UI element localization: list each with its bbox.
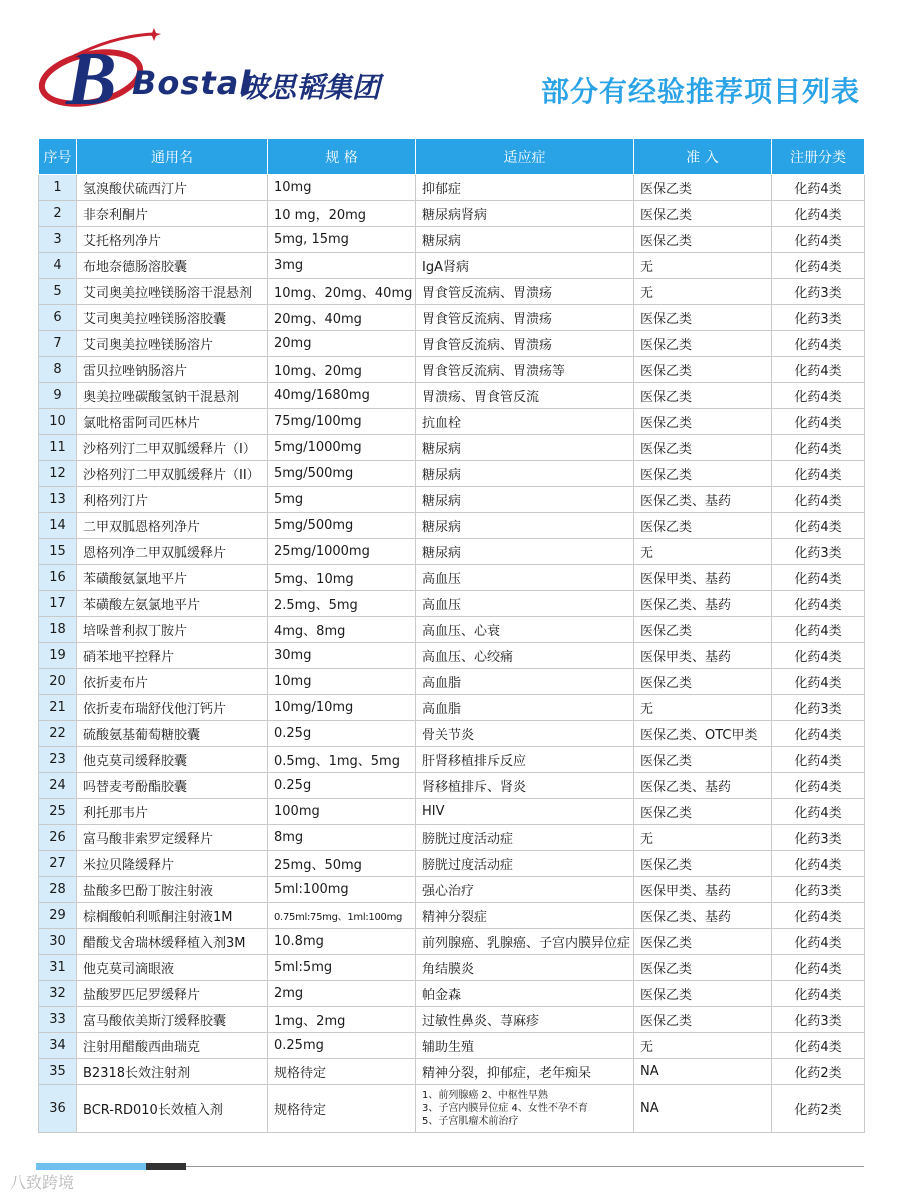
cell-indication: 糖尿病 [416, 435, 634, 461]
cell-index: 9 [39, 383, 77, 409]
cell-index: 21 [39, 695, 77, 721]
cell-indication: 抑郁症 [416, 175, 634, 201]
table-row [39, 435, 865, 461]
cell-spec: 4mg、8mg [268, 617, 416, 643]
cell-generic-name: B2318长效注射剂 [77, 1059, 268, 1085]
table-row [39, 591, 865, 617]
cell-index: 34 [39, 1033, 77, 1059]
cell-generic-name: 米拉贝隆缓释片 [77, 851, 268, 877]
table-row [39, 357, 865, 383]
cell-index: 3 [39, 227, 77, 253]
table-header-row [39, 139, 865, 175]
table-row [39, 279, 865, 305]
cell-generic-name: 富马酸依美斯汀缓释胶囊 [77, 1007, 268, 1033]
cell-index: 15 [39, 539, 77, 565]
cell-index: 35 [39, 1059, 77, 1085]
table-row [39, 877, 865, 903]
cell-generic-name: 艾司奥美拉唑镁肠溶片 [77, 331, 268, 357]
table-row [39, 175, 865, 201]
cell-registration: 化药2类 [772, 1085, 865, 1133]
cell-access: 医保乙类、基药 [634, 773, 772, 799]
cell-registration: 化药4类 [772, 799, 865, 825]
cell-indication: 肾移植排斥、肾炎 [416, 773, 634, 799]
cell-spec: 5mg、10mg [268, 565, 416, 591]
cell-access: 无 [634, 825, 772, 851]
cell-indication: 胃食管反流病、胃溃疡 [416, 305, 634, 331]
cell-indication: 高血脂 [416, 695, 634, 721]
cell-access: 医保乙类 [634, 513, 772, 539]
cell-access: 医保乙类 [634, 331, 772, 357]
cell-access: 医保乙类 [634, 435, 772, 461]
cell-access: 医保乙类 [634, 955, 772, 981]
cell-index: 26 [39, 825, 77, 851]
cell-access: 医保甲类、基药 [634, 565, 772, 591]
cell-indication: 膀胱过度活动症 [416, 851, 634, 877]
cell-indication: 精神分裂症 [416, 903, 634, 929]
cell-indication: 糖尿病 [416, 487, 634, 513]
cell-generic-name: 盐酸罗匹尼罗缓释片 [77, 981, 268, 1007]
cell-registration: 化药4类 [772, 929, 865, 955]
cell-registration: 化药4类 [772, 331, 865, 357]
cell-index: 33 [39, 1007, 77, 1033]
cell-index: 18 [39, 617, 77, 643]
cell-access: 医保乙类 [634, 617, 772, 643]
cell-registration: 化药4类 [772, 721, 865, 747]
cell-indication: 抗血栓 [416, 409, 634, 435]
cell-generic-name: 他克莫司滴眼液 [77, 955, 268, 981]
cell-indication: 高血压 [416, 565, 634, 591]
cell-access: 医保乙类、基药 [634, 487, 772, 513]
cell-generic-name: 盐酸多巴酚丁胺注射液 [77, 877, 268, 903]
cell-generic-name: 棕榈酸帕利哌酮注射液1M [77, 903, 268, 929]
cell-spec: 5ml:100mg [268, 877, 416, 903]
cell-index: 32 [39, 981, 77, 1007]
table-row [39, 461, 865, 487]
cell-spec: 2mg [268, 981, 416, 1007]
cell-generic-name: 硫酸氨基葡萄糖胶囊 [77, 721, 268, 747]
cell-registration: 化药4类 [772, 175, 865, 201]
table-row [39, 695, 865, 721]
table-row [39, 331, 865, 357]
cell-access: 无 [634, 695, 772, 721]
cell-access: 医保乙类、OTC甲类 [634, 721, 772, 747]
cell-registration: 化药4类 [772, 565, 865, 591]
cell-indication: 强心治疗 [416, 877, 634, 903]
cell-registration: 化药4类 [772, 851, 865, 877]
cell-index: 2 [39, 201, 77, 227]
col-header-registration: 注册分类 [772, 139, 865, 175]
col-header-spec: 规 格 [268, 139, 416, 175]
table-row [39, 201, 865, 227]
cell-access: 医保乙类 [634, 799, 772, 825]
cell-access: 医保乙类 [634, 409, 772, 435]
table-row [39, 981, 865, 1007]
cell-spec: 0.75ml:75mg、1ml:100mg [268, 903, 416, 929]
cell-registration: 化药4类 [772, 201, 865, 227]
cell-indication: 胃溃疡、胃食管反流 [416, 383, 634, 409]
col-header-indication: 适应症 [416, 139, 634, 175]
table-row [39, 617, 865, 643]
cell-spec: 25mg、50mg [268, 851, 416, 877]
cell-spec: 5mg, 15mg [268, 227, 416, 253]
cell-registration: 化药4类 [772, 617, 865, 643]
table-row [39, 409, 865, 435]
cell-spec: 3mg [268, 253, 416, 279]
cell-spec: 20mg、40mg [268, 305, 416, 331]
cell-registration: 化药3类 [772, 1007, 865, 1033]
col-header-index: 序号 [39, 139, 77, 175]
cell-generic-name: BCR-RD010长效植入剂 [77, 1085, 268, 1133]
cell-registration: 化药4类 [772, 747, 865, 773]
cell-generic-name: 苯磺酸氨氯地平片 [77, 565, 268, 591]
cell-indication: HIV [416, 799, 634, 825]
cell-spec: 40mg/1680mg [268, 383, 416, 409]
cell-indication: 过敏性鼻炎、荨麻疹 [416, 1007, 634, 1033]
cell-generic-name: 雷贝拉唑钠肠溶片 [77, 357, 268, 383]
cell-spec: 5mg/1000mg [268, 435, 416, 461]
cell-indication: 膀胱过度活动症 [416, 825, 634, 851]
cell-access: 医保乙类、基药 [634, 903, 772, 929]
cell-generic-name: 培哚普利叔丁胺片 [77, 617, 268, 643]
cell-access: 无 [634, 253, 772, 279]
cell-registration: 化药2类 [772, 1059, 865, 1085]
table-row [39, 1085, 865, 1133]
cell-registration: 化药4类 [772, 513, 865, 539]
cell-registration: 化药3类 [772, 877, 865, 903]
cell-index: 36 [39, 1085, 77, 1133]
cell-generic-name: 氯吡格雷阿司匹林片 [77, 409, 268, 435]
cell-spec: 10mg、20mg [268, 357, 416, 383]
cell-access: 医保乙类 [634, 305, 772, 331]
cell-indication [416, 1085, 634, 1133]
cell-registration: 化药4类 [772, 383, 865, 409]
cell-registration: 化药4类 [772, 1033, 865, 1059]
cell-generic-name: 苯磺酸左氨氯地平片 [77, 591, 268, 617]
table-row [39, 305, 865, 331]
cell-access: 医保乙类 [634, 175, 772, 201]
brand-name-cn: 玻思韬集团 [240, 71, 381, 104]
cell-registration: 化药3类 [772, 279, 865, 305]
cell-index: 25 [39, 799, 77, 825]
cell-spec: 30mg [268, 643, 416, 669]
cell-spec: 10 mg，20mg [268, 201, 416, 227]
cell-generic-name: 艾托格列净片 [77, 227, 268, 253]
cell-index: 19 [39, 643, 77, 669]
cell-spec: 75mg/100mg [268, 409, 416, 435]
cell-registration: 化药4类 [772, 955, 865, 981]
cell-spec: 2.5mg、5mg [268, 591, 416, 617]
cell-indication: 糖尿病肾病 [416, 201, 634, 227]
cell-indication: 帕金森 [416, 981, 634, 1007]
table-row [39, 669, 865, 695]
col-header-access: 准 入 [634, 139, 772, 175]
footer-bar-accent [36, 1163, 146, 1170]
cell-index: 5 [39, 279, 77, 305]
cell-index: 16 [39, 565, 77, 591]
cell-registration: 化药4类 [772, 591, 865, 617]
table-row [39, 825, 865, 851]
cell-indication: IgA肾病 [416, 253, 634, 279]
cell-generic-name: 布地奈德肠溶胶囊 [77, 253, 268, 279]
cell-access: 医保乙类 [634, 1007, 772, 1033]
table-row [39, 799, 865, 825]
table-row [39, 253, 865, 279]
cell-registration: 化药3类 [772, 825, 865, 851]
cell-spec: 5mg/500mg [268, 513, 416, 539]
cell-generic-name: 沙格列汀二甲双胍缓释片（I） [77, 435, 268, 461]
cell-index: 14 [39, 513, 77, 539]
cell-access: 医保乙类 [634, 851, 772, 877]
cell-index: 11 [39, 435, 77, 461]
cell-indication: 高血压、心绞痛 [416, 643, 634, 669]
cell-index: 6 [39, 305, 77, 331]
cell-access: 医保甲类、基药 [634, 643, 772, 669]
page-header [0, 0, 900, 130]
table-row [39, 747, 865, 773]
cell-indication: 角结膜炎 [416, 955, 634, 981]
table-row [39, 929, 865, 955]
cell-generic-name: 注射用醋酸西曲瑞克 [77, 1033, 268, 1059]
cell-access: 医保乙类 [634, 357, 772, 383]
recommended-projects-table [38, 138, 865, 1133]
indication-line: 1、前列腺癌 2、中枢性早熟 [422, 1090, 548, 1101]
cell-generic-name: 氢溴酸伏硫西汀片 [77, 175, 268, 201]
cell-generic-name: 非奈利酮片 [77, 201, 268, 227]
cell-indication: 糖尿病 [416, 461, 634, 487]
cell-access: 医保乙类 [634, 669, 772, 695]
cell-access: 无 [634, 539, 772, 565]
cell-generic-name: 依折麦布瑞舒伐他汀钙片 [77, 695, 268, 721]
cell-generic-name: 吗替麦考酚酯胶囊 [77, 773, 268, 799]
cell-registration: 化药3类 [772, 305, 865, 331]
cell-indication: 糖尿病 [416, 513, 634, 539]
cell-spec: 0.5mg、1mg、5mg [268, 747, 416, 773]
document-title: 部分有经验推荐项目列表 [540, 75, 860, 108]
cell-registration: 化药4类 [772, 435, 865, 461]
cell-index: 23 [39, 747, 77, 773]
cell-access: 无 [634, 279, 772, 305]
cell-indication: 糖尿病 [416, 227, 634, 253]
cell-generic-name: 依折麦布片 [77, 669, 268, 695]
cell-generic-name: 利托那韦片 [77, 799, 268, 825]
cell-registration: 化药4类 [772, 227, 865, 253]
cell-registration: 化药4类 [772, 903, 865, 929]
cell-index: 29 [39, 903, 77, 929]
table-row [39, 903, 865, 929]
cell-spec: 25mg/1000mg [268, 539, 416, 565]
cell-spec: 5ml:5mg [268, 955, 416, 981]
cell-generic-name: 艾司奥美拉唑镁肠溶干混悬剂 [77, 279, 268, 305]
cell-indication: 胃食管反流病、胃溃疡 [416, 279, 634, 305]
cell-spec: 8mg [268, 825, 416, 851]
table-row [39, 383, 865, 409]
cell-index: 31 [39, 955, 77, 981]
cell-registration: 化药4类 [772, 669, 865, 695]
cell-registration: 化药4类 [772, 253, 865, 279]
col-header-generic-name: 通用名 [77, 139, 268, 175]
cell-index: 27 [39, 851, 77, 877]
cell-generic-name: 富马酸非索罗定缓释片 [77, 825, 268, 851]
cell-generic-name: 艾司奥美拉唑镁肠溶胶囊 [77, 305, 268, 331]
cell-access: 医保乙类 [634, 201, 772, 227]
cell-generic-name: 奥美拉唑碳酸氢钠干混悬剂 [77, 383, 268, 409]
table-row [39, 565, 865, 591]
cell-access: 医保乙类、基药 [634, 591, 772, 617]
cell-index: 10 [39, 409, 77, 435]
table-row [39, 643, 865, 669]
cell-index: 8 [39, 357, 77, 383]
cell-spec: 1mg、2mg [268, 1007, 416, 1033]
cell-indication: 高血压、心衰 [416, 617, 634, 643]
cell-indication: 高血压 [416, 591, 634, 617]
cell-registration: 化药4类 [772, 409, 865, 435]
cell-indication: 肝肾移植排斥反应 [416, 747, 634, 773]
cell-spec: 10mg/10mg [268, 695, 416, 721]
cell-spec: 10mg [268, 669, 416, 695]
cell-registration: 化药3类 [772, 695, 865, 721]
cell-access: 医保甲类、基药 [634, 877, 772, 903]
cell-registration: 化药4类 [772, 643, 865, 669]
cell-access: 无 [634, 1033, 772, 1059]
cell-spec: 5mg/500mg [268, 461, 416, 487]
cell-index: 20 [39, 669, 77, 695]
svg-text:B: B [66, 37, 117, 116]
cell-indication: 胃食管反流病、胃溃疡 [416, 331, 634, 357]
cell-spec: 0.25g [268, 773, 416, 799]
brand-name: Bostal [132, 64, 252, 102]
cell-access: 医保乙类 [634, 227, 772, 253]
table-row [39, 1007, 865, 1033]
cell-indication: 高血脂 [416, 669, 634, 695]
indication-line: 5、子宫肌瘤术前治疗 [422, 1116, 519, 1127]
cell-spec: 10mg [268, 175, 416, 201]
cell-registration: 化药4类 [772, 461, 865, 487]
cell-generic-name: 硝苯地平控释片 [77, 643, 268, 669]
cell-spec: 规格待定 [268, 1085, 416, 1133]
table-row [39, 539, 865, 565]
cell-registration: 化药4类 [772, 487, 865, 513]
cell-spec: 20mg [268, 331, 416, 357]
cell-indication: 胃食管反流病、胃溃疡等 [416, 357, 634, 383]
cell-index: 22 [39, 721, 77, 747]
cell-spec: 10mg、20mg、40mg [268, 279, 416, 305]
table-row [39, 1059, 865, 1085]
cell-index: 7 [39, 331, 77, 357]
cell-registration: 化药4类 [772, 981, 865, 1007]
cell-generic-name: 二甲双胍恩格列净片 [77, 513, 268, 539]
watermark: 八致跨境 [10, 1173, 75, 1192]
cell-indication: 骨关节炎 [416, 721, 634, 747]
cell-generic-name: 他克莫司缓释胶囊 [77, 747, 268, 773]
cell-spec: 100mg [268, 799, 416, 825]
cell-spec: 5mg [268, 487, 416, 513]
cell-generic-name: 醋酸戈舍瑞林缓释植入剂3M [77, 929, 268, 955]
cell-index: 24 [39, 773, 77, 799]
cell-generic-name: 恩格列净二甲双胍缓释片 [77, 539, 268, 565]
cell-indication: 辅助生殖 [416, 1033, 634, 1059]
cell-index: 30 [39, 929, 77, 955]
table-row [39, 227, 865, 253]
cell-spec: 规格待定 [268, 1059, 416, 1085]
indication-line: 3、子宫内膜异位症 4、女性不孕不育 [422, 1103, 588, 1114]
cell-index: 13 [39, 487, 77, 513]
cell-registration: 化药4类 [772, 773, 865, 799]
cell-index: 17 [39, 591, 77, 617]
cell-registration: 化药3类 [772, 539, 865, 565]
cell-spec: 0.25mg [268, 1033, 416, 1059]
table-row [39, 721, 865, 747]
cell-access: 医保乙类 [634, 383, 772, 409]
cell-index: 1 [39, 175, 77, 201]
cell-spec: 0.25g [268, 721, 416, 747]
cell-generic-name: 利格列汀片 [77, 487, 268, 513]
cell-access: 医保乙类 [634, 461, 772, 487]
table-row [39, 773, 865, 799]
cell-registration: 化药4类 [772, 357, 865, 383]
table-row [39, 851, 865, 877]
cell-access: NA [634, 1085, 772, 1133]
table-row [39, 487, 865, 513]
cell-access: 医保乙类 [634, 747, 772, 773]
table-row [39, 955, 865, 981]
cell-indication: 糖尿病 [416, 539, 634, 565]
table-row [39, 1033, 865, 1059]
cell-index: 12 [39, 461, 77, 487]
cell-generic-name: 沙格列汀二甲双胍缓释片（II） [77, 461, 268, 487]
cell-indication: 前列腺癌、乳腺癌、子宫内膜异位症 [416, 929, 634, 955]
cell-indication: 精神分裂，抑郁症，老年痴呆 [416, 1059, 634, 1085]
cell-spec: 10.8mg [268, 929, 416, 955]
cell-access: NA [634, 1059, 772, 1085]
cell-index: 4 [39, 253, 77, 279]
table-row [39, 513, 865, 539]
cell-access: 医保乙类 [634, 981, 772, 1007]
cell-access: 医保乙类 [634, 929, 772, 955]
cell-index: 28 [39, 877, 77, 903]
